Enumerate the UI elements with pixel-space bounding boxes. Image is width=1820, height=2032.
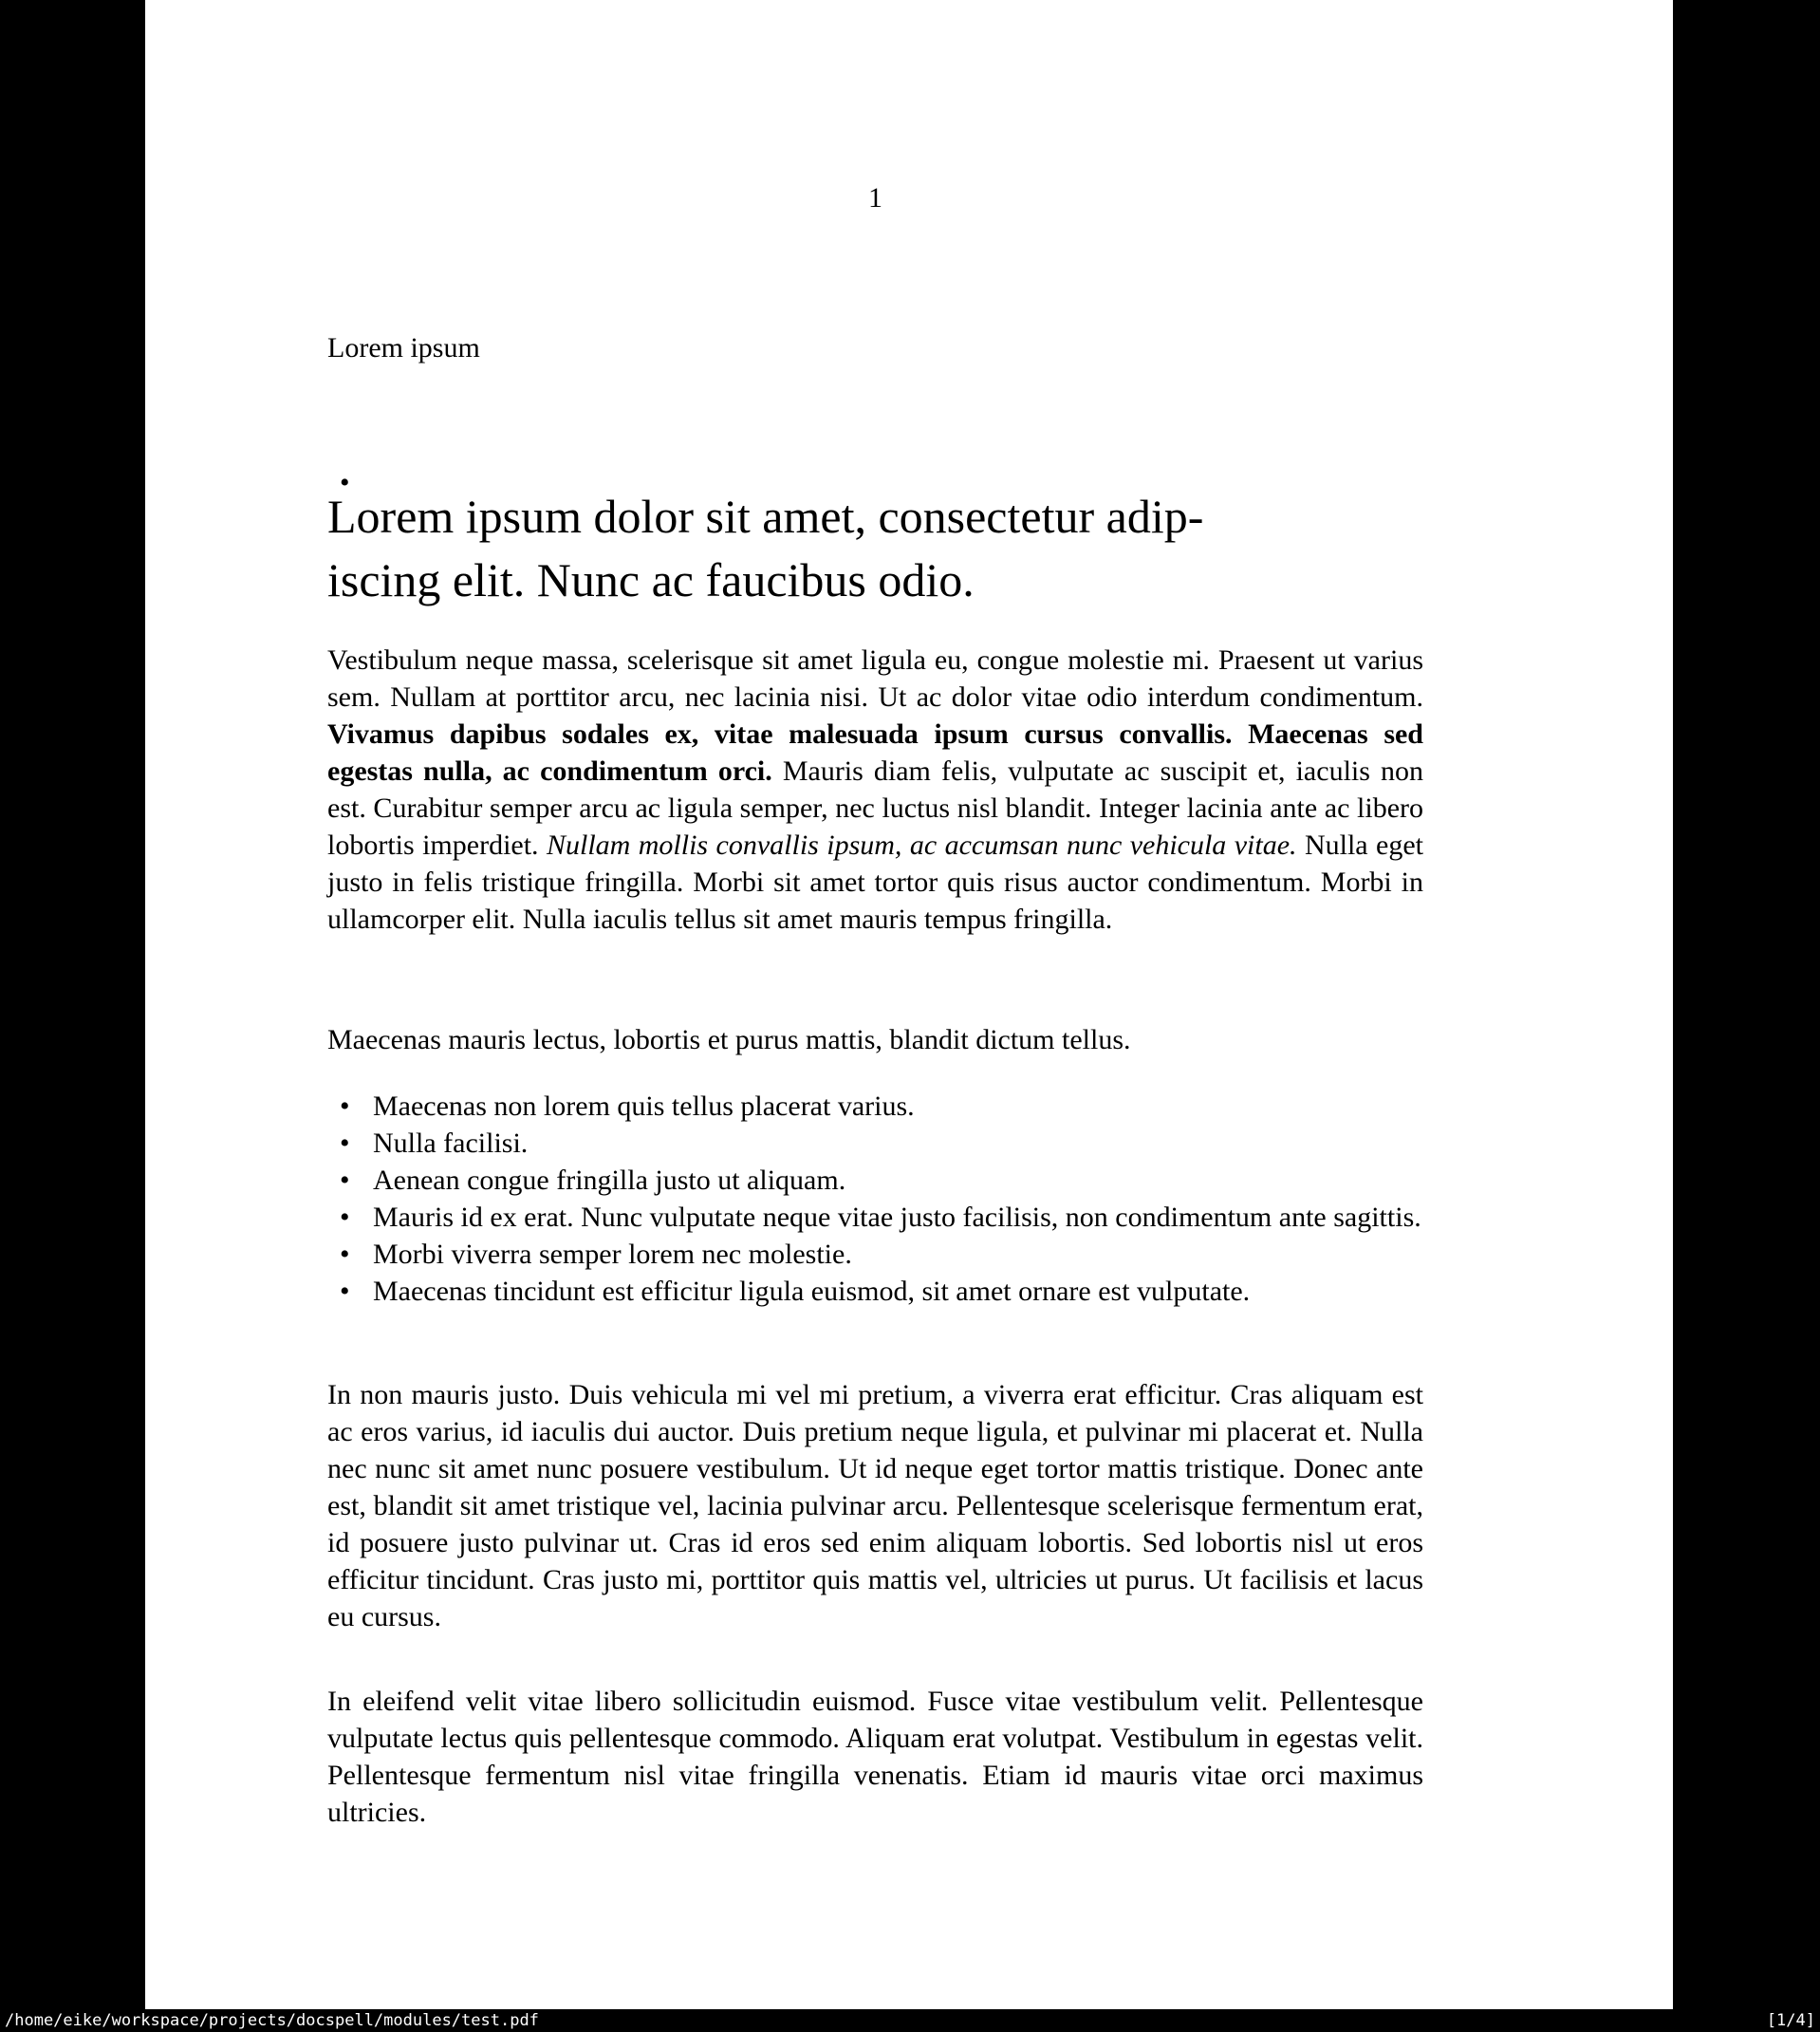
bullet-icon: • [340, 467, 350, 498]
list-item-text: Nulla facilisi. [373, 1128, 529, 1159]
heading-line-1: Lorem ipsum dolor sit amet, consectetur adip- [327, 490, 1204, 543]
paragraph-1-bold-text: Vivamus dapibus sodales ex, vitae malesuada ipsum cursus convallis. Maecenas sed egestas nulla, ac condimentum orci. [327, 718, 1423, 787]
statusbar-page-indicator: [1/4] [1766, 2011, 1815, 2030]
list-item-text: Maecenas non lorem quis tellus placerat varius. [373, 1091, 915, 1122]
bullet-list [327, 1088, 1423, 1310]
list-item [327, 1199, 1423, 1236]
paragraph-3: In non mauris justo. Duis vehicula mi vel mi pretium, a viverra erat efficitur. Cras aliquam est ac eros varius, id iaculis dui auctor. Duis pretium neque ligula, et pulvinar mi placerat et. Nulla nec nunc sit amet nunc posuere vestibulum. Ut id neque eget tortor mattis tristique. Donec ante est, blandit sit amet tristique vel, lacinia pulvinar arcu. Pellentesque scelerisque fermentum erat, id posuere justo pulvinar ut. Cras id eros sed enim aliquam lobortis. Sed lobortis nisl ut eros efficitur tincidunt. Cras justo mi, porttitor quis mattis vel, ultricies ut purus. Ut facilisis et lacus eu cursus. [327, 1379, 1423, 1632]
list-item [327, 1125, 1423, 1162]
statusbar [0, 2009, 1820, 2032]
bullet-icon: • [340, 1239, 350, 1270]
section-heading [327, 485, 1423, 612]
paragraph-2: Maecenas mauris lectus, lobortis et purus mattis, blandit dictum tellus. [327, 1024, 1131, 1055]
pdf-page [145, 0, 1673, 2009]
heading-line-2: iscing elit. Nunc ac faucibus odio. [327, 553, 975, 606]
list-item-text: Maecenas tincidunt est efficitur ligula euismod, sit amet ornare est vulputate. [373, 1276, 1251, 1307]
bullet-icon: • [340, 1276, 350, 1307]
paragraph-1-text: Nulla eget justo in felis tristique fringilla. Morbi sit amet tortor quis risus auctor condimentum. Morbi in ullamcorper elit. Nulla iaculis tellus sit amet mauris tempus fringilla. [327, 830, 1424, 935]
list-item [327, 1273, 1423, 1310]
paragraph-1-text: Vestibulum neque massa, scelerisque sit amet ligula eu, congue molestie mi. Praesent ut varius sem. Nullam at porttitor arcu, nec lacinia nisi. Ut ac dolor vitae odio interdum condimentum. [327, 644, 1423, 713]
statusbar-file-path: /home/eike/workspace/projects/docspell/modules/test.pdf [5, 2011, 539, 2030]
list-item-text: Aenean congue fringilla justo ut aliquam. [373, 1165, 846, 1196]
page-content [327, 0, 1423, 2009]
intro-text: Lorem ipsum [327, 332, 480, 364]
paragraph-1 [327, 642, 1423, 938]
list-item-text: Morbi viverra semper lorem nec molestie. [373, 1239, 852, 1270]
paragraph-1-italic-text: Nullam mollis convallis ipsum, ac accumsan nunc vehicula vitae. [546, 830, 1297, 861]
paragraph-1-text: Mauris diam felis, vulputate ac suscipit et, iaculis non est. Curabitur semper arcu ac ligula semper, nec luctus nisl blandit. Integer lacinia ante ac libero lobortis imperdiet. [327, 755, 1423, 861]
list-item [327, 1236, 1423, 1273]
page-number: 1 [868, 182, 882, 214]
list-item [327, 1162, 1423, 1199]
bullet-icon: • [340, 1128, 350, 1159]
bullet-icon: • [340, 1165, 350, 1196]
list-item-text: Mauris id ex erat. Nunc vulputate neque vitae justo facilisis, non condimentum ante sagittis. [373, 1202, 1421, 1233]
paragraph-4: In eleifend velit vitae libero sollicitudin euismod. Fusce vitae vestibulum velit. Pellentesque vulputate lectus quis pellentesque commodo. Aliquam erat volutpat. Vestibulum in egestas velit. Pellentesque fermentum nisl vitae fringilla venenatis. Etiam id mauris vitae orci maximus ultricies. [327, 1686, 1423, 1828]
list-item [327, 1088, 1423, 1125]
bullet-icon: • [340, 1202, 350, 1233]
bullet-icon: • [340, 1091, 350, 1122]
